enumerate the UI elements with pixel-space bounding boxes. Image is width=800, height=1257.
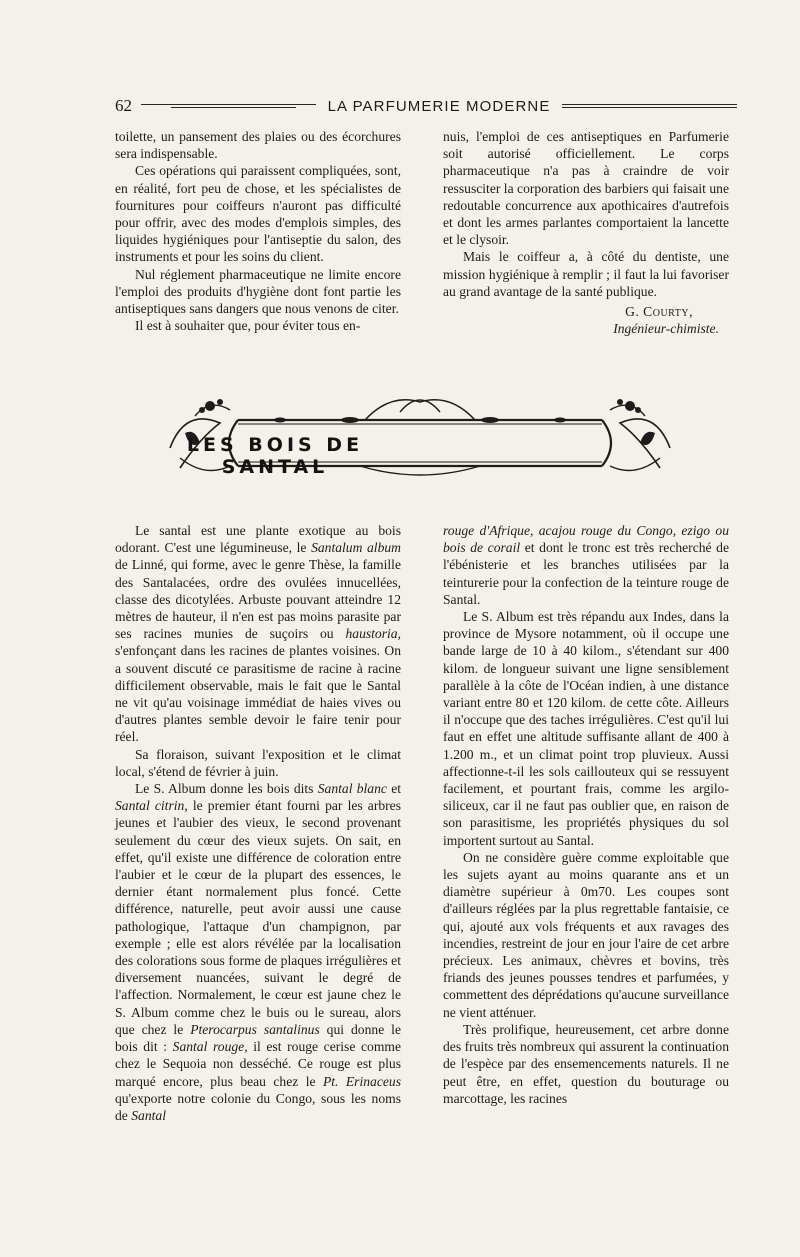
article-two-title: LES BOIS DE SANTAL xyxy=(186,434,364,478)
journal-title: LA PARFUMERIE MODERNE xyxy=(327,97,551,115)
paragraph xyxy=(115,522,401,746)
paragraph xyxy=(443,849,729,1021)
italic-term: Santal xyxy=(131,1107,166,1123)
paragraph: Mais le coiffeur a, à côté du dentiste, une mission hygiénique à remplir ; il faut la lui favoriser au grand avantage de la santé publique. xyxy=(443,249,729,299)
text-run: Le S. Album donne les bois dits xyxy=(135,781,318,797)
italic-term: Santalum album xyxy=(311,540,401,556)
article-two-left-column xyxy=(115,522,401,1124)
signature xyxy=(443,303,729,337)
text-run: , il est rouge cerise comme chez le Sequoia non desséché. Ce rouge est plus marqué encore, plus beau chez le xyxy=(115,1039,402,1089)
paragraph: nuis, l'emploi de ces antiseptiques en Parfumerie soit autorisé officiellement. Le corps pharmaceutique n'a pas à craindre de voir ressusciter la corporation des barbiers qui faisait une redoutable concurrence aux apothicaires d'autrefois et dont les armes parlantes comportaient la lancette et le clysoir. xyxy=(443,129,729,248)
text-run: On ne considère guère comme exploitable que les sujets ayant au moins quarante ans et un diamètre supérieur à 0m70. Les coupes sont d'ailleurs réglées par la plus regrettable fantaisie, ce qui, ajouté aux vols fréquents et aux ravages des incendies, restreint de jour en jour l'aire de cet arbre précieux. Les animaux, chèvres et bovins, très friands des jeunes pousses tendres et parfumées, y commettent des déprédations qu'aucune surveillance ne vient atténuer. xyxy=(443,849,729,1020)
paragraph xyxy=(443,522,729,608)
article-one-right-column xyxy=(443,128,729,337)
paragraph: Ces opérations qui paraissent compliquées, sont, en réalité, fort peu de chose, et les spécialistes de fournitures pour coiffeurs n'auront pas difficulté pour offrir, avec des modes d'emplois simples, des liquides hygiéniques pour l'antiseptie du salon, des instruments et pour les soins du client. xyxy=(115,163,401,265)
paragraph xyxy=(115,780,401,1124)
page-number: 62 xyxy=(115,96,132,115)
text-run: et xyxy=(386,781,402,797)
text-run: Très prolifique, heureusement, cet arbre donne des fruits très nombreux qui assurent la continuation de l'espèce par des ensemencements naturels. Il ne peut être, en effet, question du bouturage ou marcottage, les racines xyxy=(443,1021,729,1106)
italic-term: Santal blanc xyxy=(317,781,387,797)
paragraph xyxy=(443,1021,729,1107)
text-run: de Linné, qui forme, avec le genre Thèse, la famille des Santalacées, ordre des ovulées innucellées, classe des dicotylées. Arbuste pouvant atteindre 12 mètres de hauteur, il n'en est pas moins parasite par ses racines munies de suçoirs ou xyxy=(115,557,401,642)
paragraph: toilette, un pansement des plaies ou des écorchures sera indispensable. xyxy=(115,129,401,162)
author-name: G. Courty, xyxy=(625,304,693,320)
italic-term: Pt. Erinaceus xyxy=(322,1073,401,1089)
paragraph: Nul réglement pharmaceutique ne limite encore l'emploi des produits d'hygiène dont font partie les antiseptiques sans dangers que nous venons de citer. xyxy=(115,266,401,317)
text-run: qu'exporte notre colonie du Congo, sous les noms de xyxy=(115,1090,401,1123)
text-run: , le premier étant fourni par les arbres jeunes et l'aubier des vieux, le second provenant seulement du cœur des vieux sujets. On sait, en effet, qu'il existe une différence de coloration entre l'aubier et le cœur de la plupart des essences, le dernier étant normalement plus foncé. Cette différence, naturelle, peut avoir aussi une cause pathologique, l'attaque d'un champignon, par exemple ; elle est alors révélée par la localisation des colorations sous forme de plaques irrégulières et diversement nuancées, suivant le degré de l'affection. Normalement, le cœur est jaune chez le S. Album comme chez le buis ou le sureau, alors que chez le xyxy=(115,798,401,1037)
italic-term: Santal citrin xyxy=(115,798,185,814)
text-run: , s'enfonçant dans les racines de plantes voisines. On a souvent discuté ce parasitisme de racine à racine difficilement observable, mais le fait que le Santal ne vit qu'au voisinage immédiat de haies vives ou d'autres plantes semble devoir le faire tenir pour réel. xyxy=(115,626,401,745)
text-run: Sa floraison, suivant l'exposition et le climat local, s'étend de février à juin. xyxy=(115,746,401,779)
text-run: et dont le tronc est très recherché de l'ébénisterie et les branches utilisées par la teinturerie pour la confection de la teinture rouge de Santal. xyxy=(443,540,729,607)
italic-term: rouge d'Afrique, acajou rouge du Congo, ezigo ou bois de corail xyxy=(443,523,729,556)
text-run: Le santal est une plante exotique au bois odorant. C'est une légumineuse, le xyxy=(115,523,401,556)
author-title: Ingénieur-chimiste. xyxy=(613,321,719,337)
paragraph xyxy=(443,608,729,849)
text-run: Le S. Album est très répandu aux Indes, dans la province de Mysore notamment, où il occupe une bande large de 10 à 40 kilom., s'étendant sur 400 kilom. de longueur suivant une ligne sensiblement parallèle à la côte de l'Océan indien, à une distance variant entre 80 et 120 kilom. de cette côte. Ailleurs il n'occupe que des taches irrégulières. C'est qu'il lui faut en effet une altitude suffisante allant de 400 à 1.200 m., et un climat point trop pluvieux. Aussi affectionne-t-il les sols caillouteux qui se ressuyent facilement, et pourtant frais, comme les argilo-siliceux, car il ne faut pas oublier que, en raison de son parasitisme, les propriétés physiques du sol importent surtout au Santal. xyxy=(443,609,729,848)
italic-term: Santal rouge xyxy=(172,1039,245,1055)
paragraph: Il est à souhaiter que, pour éviter tous en- xyxy=(135,318,361,334)
italic-term: haustoria xyxy=(345,626,398,642)
header-rule-left xyxy=(141,104,316,108)
article-one-left-column xyxy=(115,128,401,334)
italic-term: Pterocarpus santalinus xyxy=(190,1021,320,1037)
text-run: qui donne le bois dit : xyxy=(115,1021,401,1055)
header-rule-right xyxy=(562,104,737,108)
paragraph xyxy=(115,746,401,780)
running-header xyxy=(115,94,737,118)
article-two-right-column xyxy=(443,522,729,1107)
